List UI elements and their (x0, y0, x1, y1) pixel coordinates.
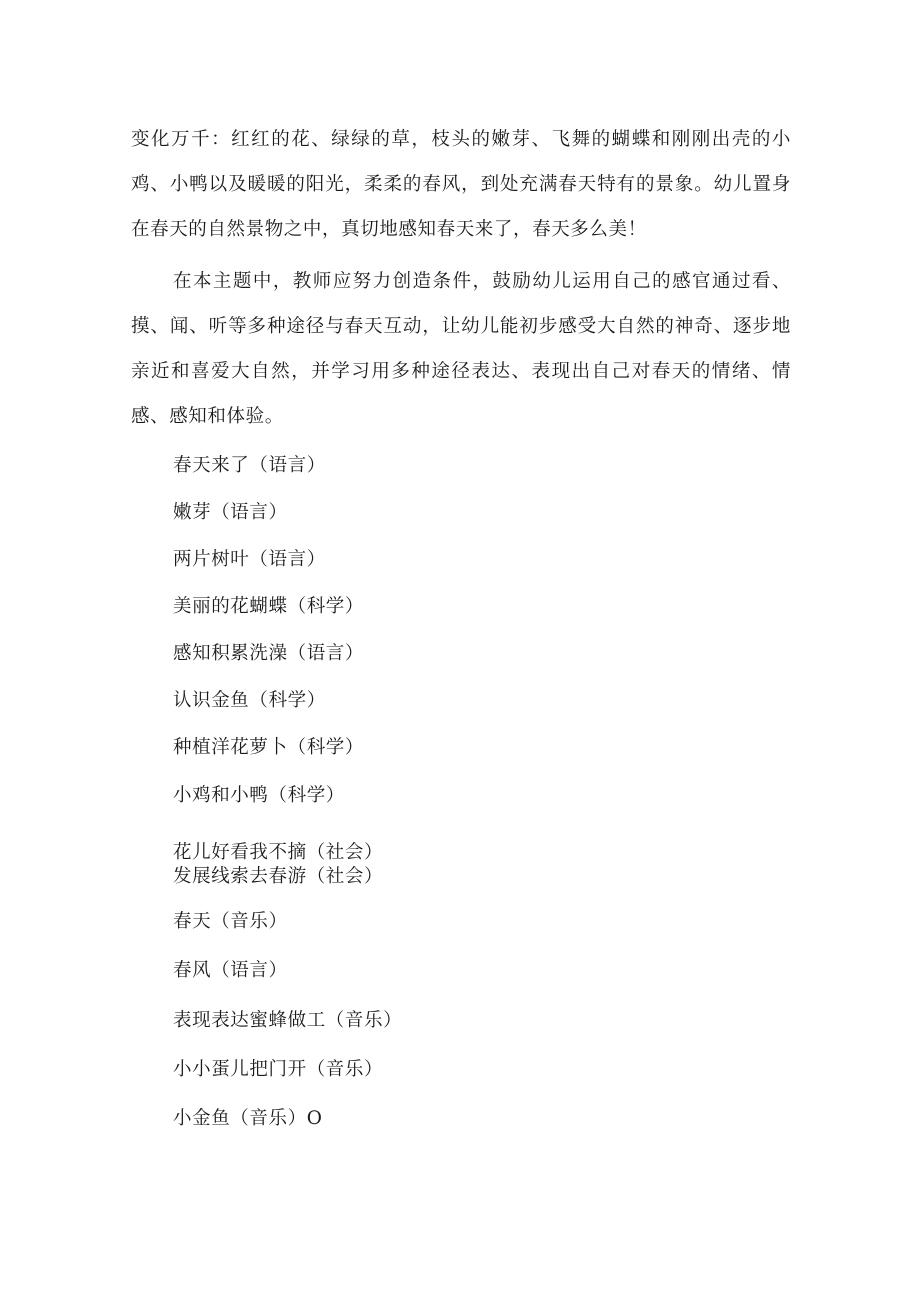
activity-item: 发展线索去春游（社会） (173, 866, 384, 887)
activity-item: 小小蛋儿把门开（音乐） (173, 1059, 384, 1080)
activity-item: 花儿好看我不摘（社会） (173, 842, 384, 863)
activity-item: 小鸡和小鸭（科学） (173, 785, 345, 806)
activity-item: 表现表达蜜蜂做工（音乐） (173, 1010, 403, 1031)
activity-item: 春天（音乐） (173, 911, 288, 932)
activity-item: 小金鱼（音乐）O (173, 1108, 323, 1129)
activity-item: 认识金鱼（科学） (173, 690, 326, 711)
activity-item: 嫩芽（语言） (173, 502, 288, 523)
intro-paragraph: 变化万千：红红的花、绿绿的草，枝头的嫩芽、飞舞的蝴蝶和刚刚出壳的小鸡、小鸭以及暖暖的阳光，柔柔的春风，到处充满春天特有的景象。幼儿置身在春天的自然景物之中，真切地感知春天来了，春天多么美！ (131, 129, 791, 240)
activity-item: 春风（语言） (173, 960, 288, 981)
activity-item: 美丽的花蝴蝶（科学） (173, 596, 365, 617)
activity-item: 春天来了（语言） (173, 455, 326, 476)
theme-paragraph: 在本主题中，教师应努力创造条件，鼓励幼儿运用自己的感官通过看、摸、闻、听等多种途径与春天互动，让幼儿能初步感受大自然的神奇、逐步地亲近和喜爱大自然，并学习用多种途径表达、表现出自己对春天的情绪、情感、感知和体验。 (131, 271, 791, 427)
activity-item: 种植洋花萝卜（科学） (173, 737, 365, 758)
activity-item: 两片树叶（语言） (173, 549, 326, 570)
activity-item: 感知积累洗澡（语言） (173, 643, 365, 664)
